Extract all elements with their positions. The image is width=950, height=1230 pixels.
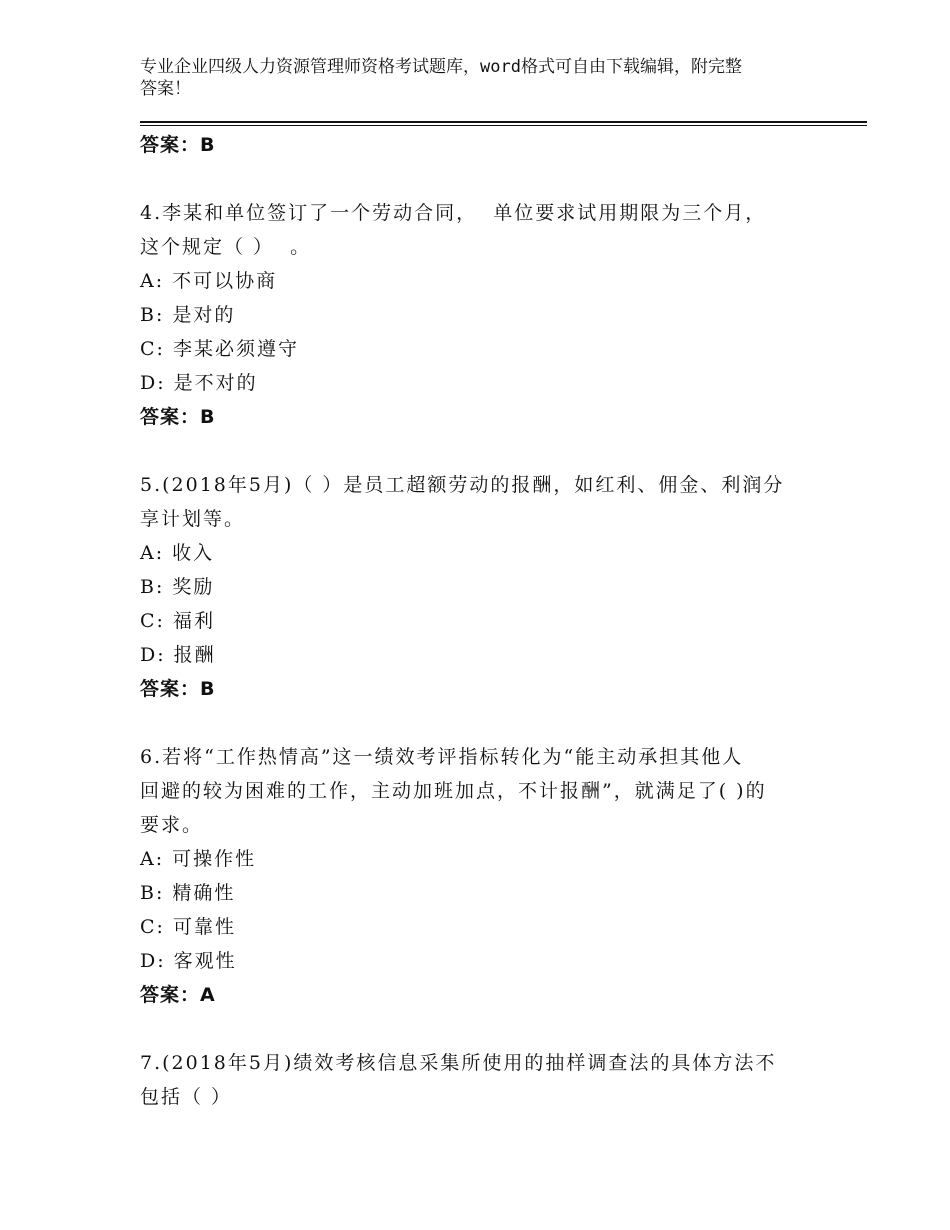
question-text-line: 要求。 xyxy=(140,814,204,836)
option-a: A: 不可以协商 xyxy=(140,270,278,292)
question-text-line: 4.李某和单位签订了一个劳动合同， 单位要求试用期限为三个月， xyxy=(140,202,767,224)
option-c: C: 福利 xyxy=(140,610,215,632)
question-text-line: 5.(2018年5月)（ ）是员工超额劳动的报酬，如红利、佣金、利润分 xyxy=(140,474,785,496)
option-b: B: 精确性 xyxy=(140,882,236,904)
page-header xyxy=(140,56,820,100)
question-7 xyxy=(140,1046,840,1114)
option-c: C: 可靠性 xyxy=(140,916,236,938)
question-text-line: 这个规定（ ） 。 xyxy=(140,236,312,258)
question-text-line: 包括（ ） xyxy=(140,1086,233,1108)
answer: 答案：A xyxy=(140,984,216,1006)
header-line-2: 答案！ xyxy=(140,79,191,99)
answer: 答案：B xyxy=(140,406,216,428)
option-a: A: 可操作性 xyxy=(140,848,257,870)
option-d: D: 客观性 xyxy=(140,950,237,972)
question-5 xyxy=(140,468,840,706)
option-c: C: 李某必须遵守 xyxy=(140,338,299,360)
question-text-line: 6.若将“工作热情高”这一绩效考评指标转化为“能主动承担其他人 xyxy=(140,746,744,768)
option-d: D: 报酬 xyxy=(140,644,216,666)
question-text-line: 7.(2018年5月)绩效考核信息采集所使用的抽样调查法的具体方法不 xyxy=(140,1052,777,1074)
question-4 xyxy=(140,196,840,434)
option-d: D: 是不对的 xyxy=(140,372,258,394)
document-body xyxy=(140,128,840,1114)
header-line-1: 专业企业四级人力资源管理师资格考试题库，word格式可自由下载编辑，附完整 xyxy=(140,57,742,77)
question-text-line: 享计划等。 xyxy=(140,508,246,530)
header-rule-thick xyxy=(140,121,867,123)
question-text-line: 回避的较为困难的工作，主动加班加点，不计报酬”，就满足了( )的 xyxy=(140,780,767,802)
option-a: A: 收入 xyxy=(140,542,215,564)
option-b: B: 是对的 xyxy=(140,304,236,326)
question-6 xyxy=(140,740,840,1012)
answer-previous: 答案：B xyxy=(140,134,216,156)
option-b: B: 奖励 xyxy=(140,576,215,598)
answer: 答案：B xyxy=(140,678,216,700)
header-rule-thin xyxy=(140,125,867,126)
